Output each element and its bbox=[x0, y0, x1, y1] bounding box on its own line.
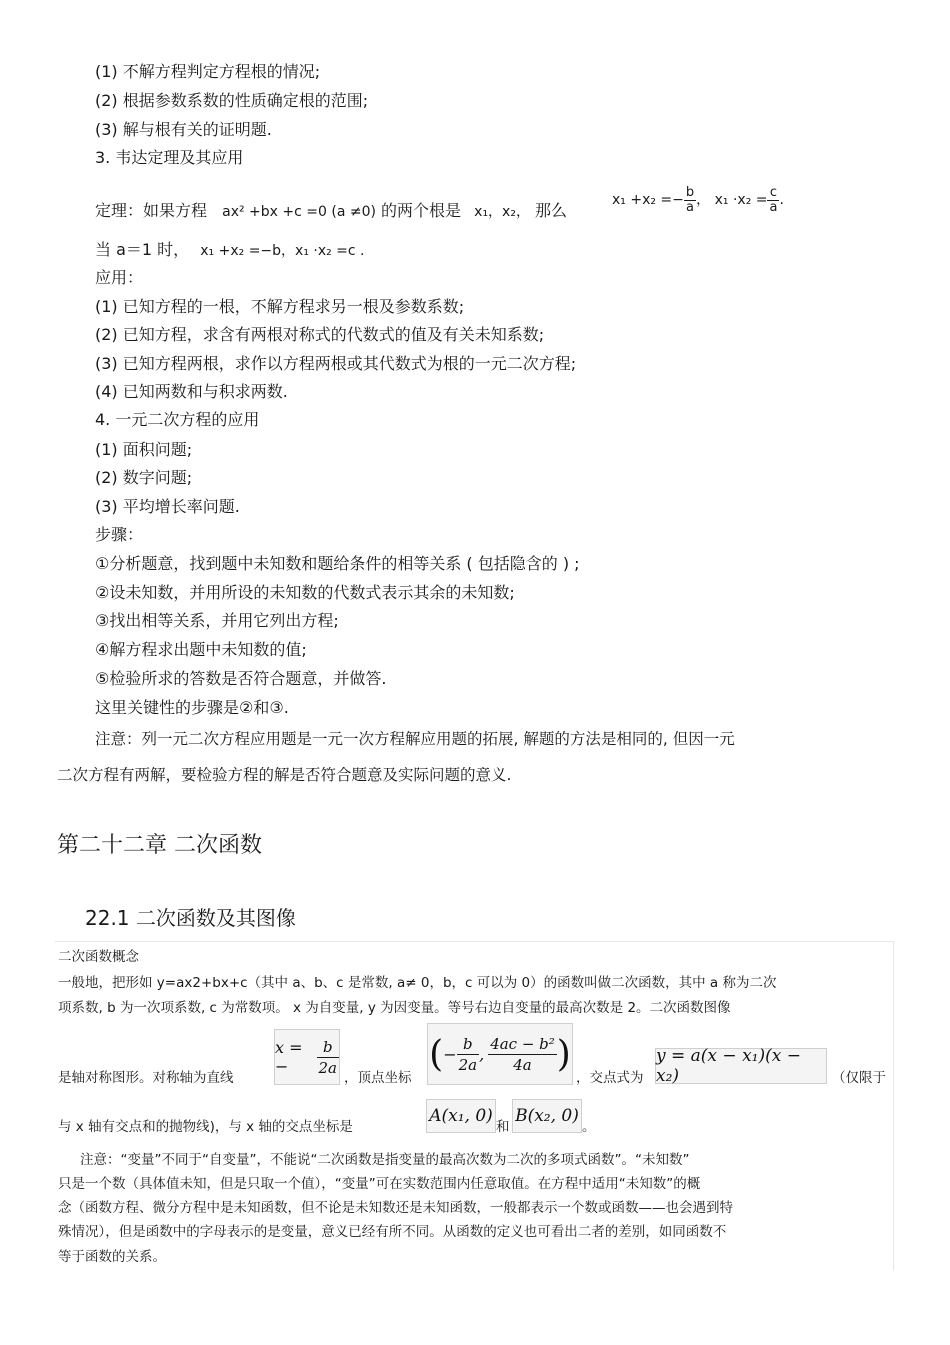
special-case-line bbox=[95, 240, 365, 261]
text-line: (1) 不解方程判定方程根的情况; bbox=[95, 62, 321, 81]
axis-formula bbox=[274, 1029, 340, 1085]
vieta-sum: x₁ +x₂ =− bbox=[612, 192, 684, 208]
formula-text: x = − bbox=[275, 1038, 303, 1076]
text-line: (2) 已知方程，求含有两根对称式的代数式的值及有关未知系数; bbox=[95, 325, 545, 344]
comma: , bbox=[479, 1044, 485, 1064]
box-line: （仅限于 bbox=[832, 1070, 886, 1086]
chapter-title: 第二十二章 二次函数 bbox=[57, 833, 262, 858]
vertex-formula bbox=[427, 1023, 573, 1085]
theorem-line bbox=[95, 201, 567, 222]
point-a-formula: A(x₁, 0) bbox=[426, 1099, 496, 1133]
text-line: (1) 面积问题; bbox=[95, 440, 193, 459]
note-line: 注意：“变量”不同于“自变量”，不能说“二次函数是指变量的最高次数为二次的多项式函数”。“未知数” bbox=[80, 1152, 690, 1168]
theorem-roots: x₁，x₂， bbox=[474, 204, 530, 220]
note-line: 殊情况），但是函数中的字母表示的是变量，意义已经有所不同。从函数的定义也可看出二者的差别，如同函数不 bbox=[58, 1224, 727, 1240]
special-case-formula: x₁ +x₂ =−b，x₁ ·x₂ =c . bbox=[200, 243, 365, 259]
minus-sign: − bbox=[443, 1044, 457, 1064]
fraction bbox=[767, 186, 779, 215]
text-line: (2) 数字问题; bbox=[95, 468, 193, 487]
special-case-prefix: 当 a＝1 时， bbox=[95, 240, 190, 259]
text-line: 这里关键性的步骤是②和③. bbox=[95, 698, 289, 717]
box-line: 是轴对称图形。对称轴为直线 bbox=[58, 1070, 234, 1086]
theorem-equation: ax² +bx +c =0 (a ≠0) bbox=[222, 204, 376, 220]
text-line: (3) 已知方程两根，求作以方程两根或其代数式为根的一元二次方程; bbox=[95, 354, 577, 373]
note-line: 只是一个数（具体值未知，但是只取一个值），“变量”可在实数范围内任意取值。在方程中适用“未知数”的概 bbox=[58, 1176, 701, 1192]
vieta-product: ， x₁ ·x₂ = bbox=[696, 192, 768, 208]
numerator: c bbox=[767, 186, 779, 201]
vieta-formula bbox=[612, 180, 784, 220]
box-line: ，交点式为 bbox=[576, 1070, 644, 1086]
theorem-then: 那么 bbox=[535, 201, 568, 220]
text-line: ④解方程求出题中未知数的值; bbox=[95, 640, 307, 659]
box-line: 。 bbox=[582, 1119, 596, 1135]
box-line: 项系数, b 为一次项系数, c 为常数项。 x 为自变量, y 为因变量。等号右边自变量的最高次数是 2。二次函数图像 bbox=[58, 1000, 731, 1016]
denominator: 2a bbox=[318, 1058, 337, 1077]
section-title: 22.1 二次函数及其图像 bbox=[85, 906, 296, 930]
text-line: ①分析题意，找到题中未知数和题给条件的相等关系 ( 包括隐含的 ) ; bbox=[95, 554, 580, 573]
paren: ( bbox=[429, 1033, 444, 1075]
numerator: b bbox=[317, 1037, 340, 1058]
paren: ) bbox=[556, 1033, 571, 1075]
box-title: 二次函数概念 bbox=[58, 949, 139, 965]
denominator: 2a bbox=[458, 1055, 478, 1074]
text-line: (2) 根据参数系数的性质确定根的范围; bbox=[95, 91, 369, 110]
subsection-heading: 4. 一元二次方程的应用 bbox=[95, 410, 260, 429]
text-line: (3) 解与根有关的证明题. bbox=[95, 120, 272, 139]
period: . bbox=[779, 192, 784, 208]
numerator: b bbox=[685, 184, 695, 200]
text-line: ⑤检验所求的答数是否符合题意，并做答. bbox=[95, 669, 387, 688]
box-line: ，顶点坐标 bbox=[344, 1070, 412, 1086]
fraction bbox=[488, 1034, 557, 1075]
text-line: 步骤： bbox=[95, 525, 144, 544]
numerator: b bbox=[457, 1034, 480, 1055]
text-line: (4) 已知两数和与积求两数. bbox=[95, 382, 288, 401]
point-b-formula: B(x₂, 0) bbox=[512, 1099, 582, 1133]
fraction bbox=[457, 1034, 480, 1075]
denominator: a bbox=[686, 199, 694, 215]
text-line: ③找出相等关系，并用它列出方程; bbox=[95, 611, 339, 630]
box-line: 与 x 轴有交点和的抛物线)，与 x 轴的交点坐标是 bbox=[58, 1119, 353, 1135]
theorem-mid: 的两个根是 bbox=[381, 201, 462, 220]
box-line: 和 bbox=[496, 1119, 510, 1135]
denominator: a bbox=[769, 199, 778, 215]
note-line: 等于函数的关系。 bbox=[58, 1249, 166, 1265]
note-line: 二次方程有两解，要检验方程的解是否符合题意及实际问题的意义. bbox=[57, 766, 512, 784]
text-line: 应用： bbox=[95, 268, 144, 287]
box-line: 一般地，把形如 y=ax2+bx+c（其中 a、b、c 是常数, a≠ 0，b，c 可以为 0）的函数叫做二次函数，其中 a 称为二次 bbox=[58, 975, 777, 991]
fraction bbox=[317, 1037, 340, 1078]
text-line: (3) 平均增长率问题. bbox=[95, 497, 240, 516]
intercept-formula: y = a(x − x₁)(x − x₂) bbox=[655, 1048, 827, 1084]
text-line: ②设未知数，并用所设的未知数的代数式表示其余的未知数; bbox=[95, 583, 515, 602]
note-line: 念（函数方程、微分方程中是未知函数，但不论是未知数还是未知函数，一般都表示一个数或函数——也会遇到特 bbox=[58, 1200, 733, 1216]
denominator: 4a bbox=[513, 1055, 532, 1074]
theorem-prefix: 定理：如果方程 bbox=[95, 201, 208, 220]
text-line: (1) 已知方程的一根，不解方程求另一根及参数系数; bbox=[95, 297, 465, 316]
numerator: 4ac − b² bbox=[490, 1034, 555, 1053]
subsection-heading: 3. 韦达定理及其应用 bbox=[95, 148, 244, 167]
note-line: 注意：列一元二次方程应用题是一元一次方程解应用题的拓展, 解题的方法是相同的, 但因一元 bbox=[95, 730, 735, 748]
fraction bbox=[684, 186, 696, 215]
